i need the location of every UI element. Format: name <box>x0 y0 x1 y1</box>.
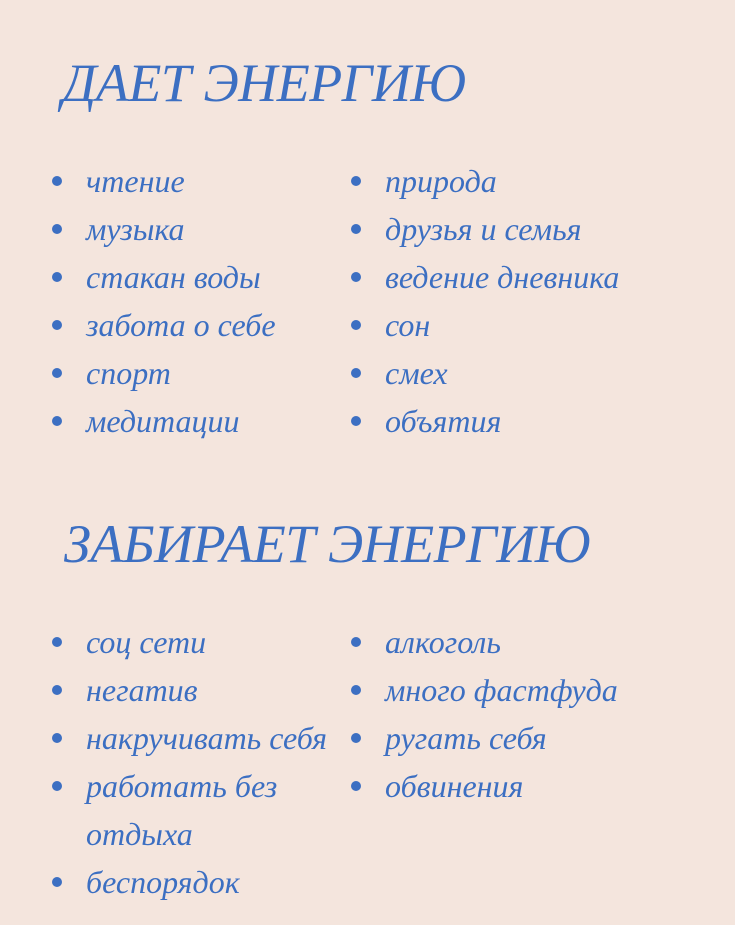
list-item <box>50 666 327 714</box>
gives-energy-list-right <box>349 157 619 445</box>
list-item <box>349 762 618 810</box>
bullet-icon <box>52 637 62 647</box>
list-item <box>50 762 327 858</box>
bullet-icon <box>351 637 361 647</box>
bullet-icon <box>351 416 361 426</box>
list-item <box>349 349 619 397</box>
list-item <box>50 205 276 253</box>
list-item <box>349 253 619 301</box>
bullet-icon <box>52 272 62 282</box>
list-item-label: работать без отдыха <box>86 768 278 852</box>
list-item <box>349 205 619 253</box>
list-item <box>349 157 619 205</box>
list-item-label: чтение <box>86 163 185 199</box>
takes-energy-list-right <box>349 618 618 810</box>
takes-energy-list-left <box>50 618 327 906</box>
list-item-label: много фастфуда <box>385 672 618 708</box>
list-item-label: друзья и семья <box>385 211 582 247</box>
list-item <box>50 349 276 397</box>
list-item-label: сон <box>385 307 431 343</box>
list-item-label: беспорядок <box>86 864 240 900</box>
bullet-icon <box>351 272 361 282</box>
list-item-label: забота о себе <box>86 307 276 343</box>
list-item-label: негатив <box>86 672 198 708</box>
list-item-label: накручивать себя <box>86 720 327 756</box>
list-item <box>349 714 618 762</box>
list-item <box>50 301 276 349</box>
list-item-label: природа <box>385 163 497 199</box>
list-item <box>50 858 327 906</box>
takes-energy-title: ЗАБИРАЕТ ЭНЕРГИЮ <box>64 514 591 574</box>
list-item-label: стакан воды <box>86 259 261 295</box>
bullet-icon <box>351 224 361 234</box>
bullet-icon <box>52 781 62 791</box>
bullet-icon <box>52 224 62 234</box>
list-item <box>349 666 618 714</box>
gives-energy-title: ДАЕТ ЭНЕРГИЮ <box>62 53 466 113</box>
bullet-icon <box>52 368 62 378</box>
list-item <box>50 714 327 762</box>
list-item <box>349 301 619 349</box>
list-item-label: алкоголь <box>385 624 501 660</box>
gives-energy-list-left <box>50 157 276 445</box>
list-item-label: объятия <box>385 403 502 439</box>
bullet-icon <box>351 685 361 695</box>
bullet-icon <box>52 176 62 186</box>
list-item-label: обвинения <box>385 768 524 804</box>
list-item-label: смех <box>385 355 448 391</box>
bullet-icon <box>52 877 62 887</box>
bullet-icon <box>351 368 361 378</box>
list-item-label: ведение дневника <box>385 259 620 295</box>
list-item <box>50 618 327 666</box>
list-item <box>50 253 276 301</box>
bullet-icon <box>351 320 361 330</box>
bullet-icon <box>351 781 361 791</box>
list-item-label: спорт <box>86 355 171 391</box>
list-item <box>50 157 276 205</box>
list-item-label: соц сети <box>86 624 207 660</box>
list-item-label: музыка <box>86 211 185 247</box>
bullet-icon <box>52 320 62 330</box>
list-item <box>50 397 276 445</box>
list-item-label: медитации <box>86 403 240 439</box>
bullet-icon <box>52 733 62 743</box>
list-item <box>349 397 619 445</box>
bullet-icon <box>52 416 62 426</box>
bullet-icon <box>351 176 361 186</box>
list-item <box>349 618 618 666</box>
bullet-icon <box>52 685 62 695</box>
list-item-label: ругать себя <box>385 720 547 756</box>
bullet-icon <box>351 733 361 743</box>
